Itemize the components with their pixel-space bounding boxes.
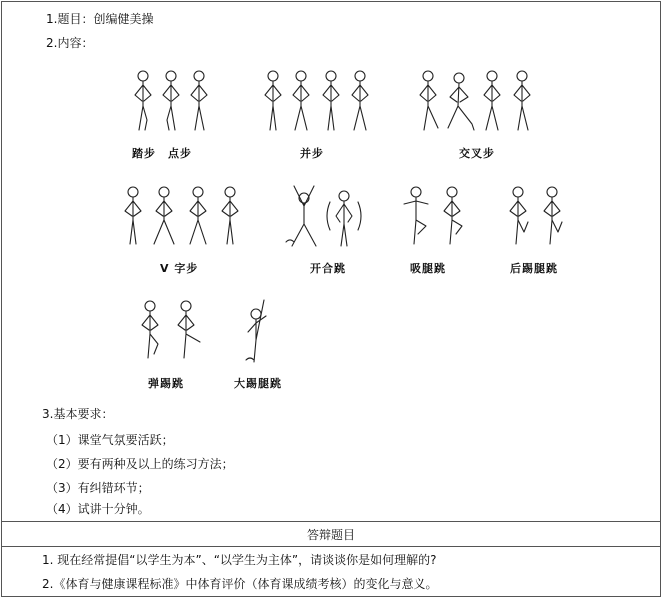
high-kick-jump-illustration — [236, 296, 286, 366]
caption-knee-lift-jump: 吸腿跳 — [410, 262, 446, 275]
defense-title: 答辩题目 — [306, 528, 355, 542]
caption-jumping-jack: 开合跳 — [310, 262, 346, 275]
table-divider — [2, 546, 660, 547]
requirement-item: （1）课堂气氛要活跃； — [46, 433, 174, 447]
requirement-item: （2）要有两种及以上的练习方法； — [46, 457, 234, 471]
v-step-illustration — [118, 184, 248, 250]
caption-back-kick-jump: 后踢腿跳 — [510, 262, 558, 275]
caption-v-step: V 字步 — [160, 262, 199, 275]
content-heading: 2.内容： — [46, 36, 94, 50]
table-divider — [2, 521, 660, 522]
flick-kick-jump-illustration — [134, 298, 206, 364]
topic-line: 1.题目：创编健美操 — [46, 12, 154, 26]
caption-step-touch: 踏步 点步 — [132, 147, 192, 160]
cross-step-illustration — [414, 68, 538, 136]
jumping-jack-illustration — [282, 182, 372, 250]
exam-sheet — [1, 1, 661, 597]
caption-flick-kick-jump: 弹踢跳 — [148, 377, 184, 390]
requirements-heading: 3.基本要求： — [42, 407, 114, 421]
requirement-item: （4）试讲十分钟。 — [46, 502, 150, 516]
defense-question: 2.《体育与健康课程标准》中体育评价（体育课成绩考核）的变化与意义。 — [42, 577, 438, 591]
caption-side-step: 并步 — [300, 147, 324, 160]
caption-high-kick-jump: 大踢腿跳 — [234, 377, 282, 390]
defense-question: 1. 现在经常提倡“以学生为本”、“以学生为主体”，请谈谈你是如何理解的? — [42, 553, 437, 567]
step-figures-illustration — [128, 68, 218, 136]
caption-cross-step: 交叉步 — [459, 147, 495, 160]
back-kick-jump-illustration — [502, 182, 572, 250]
requirement-item: （3）有纠错环节； — [46, 481, 150, 495]
knee-lift-jump-illustration — [400, 184, 476, 250]
side-step-illustration — [258, 68, 378, 136]
